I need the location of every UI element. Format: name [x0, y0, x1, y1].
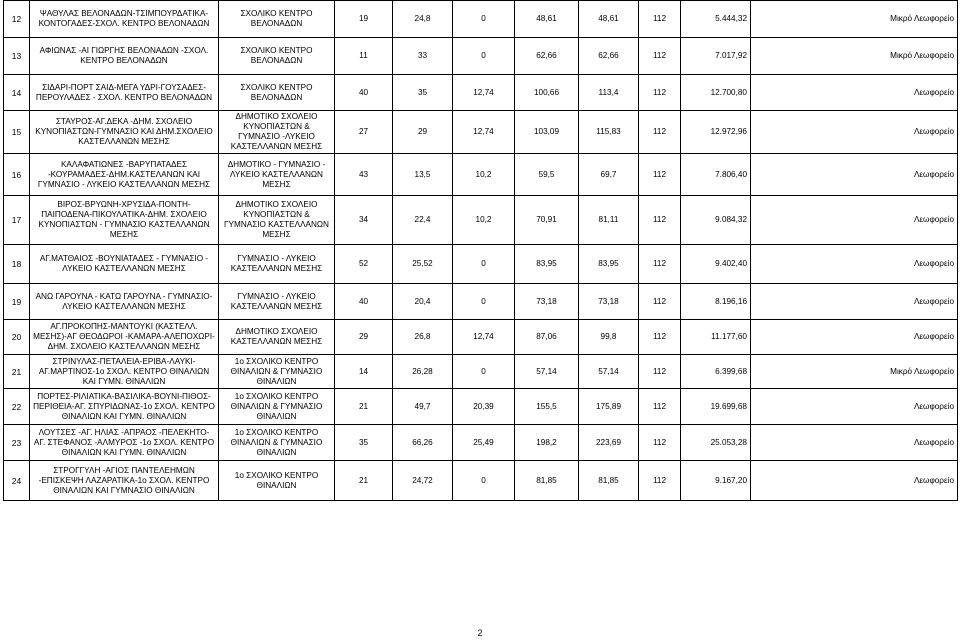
- cell-cost: 7.806,40: [681, 154, 751, 196]
- cell-days: 112: [639, 461, 681, 501]
- table-row: [4, 1, 958, 38]
- cell-km-3: 81,85: [515, 461, 579, 501]
- school-name: 1ο ΣΧΟΛΙΚΟ ΚΕΝΤΡΟ ΘΙΝΑΛΙΩΝ & ΓΥΜΝΑΣΙΟ ΘΙΝΑΛΙΩΝ: [219, 355, 335, 389]
- cell-km-2: 12,74: [453, 75, 515, 111]
- cell-km-3: 70,91: [515, 196, 579, 245]
- cell-km-total: 81,11: [579, 196, 639, 245]
- route-number: 19: [4, 284, 30, 320]
- route-description: ΑΓ.ΠΡΟΚΟΠΗΣ-ΜΑΝΤΟΥΚΙ (ΚΑΣΤΕΛΛ. ΜΕΣΗΣ)-ΑΓ ΘΕΟΔΩΡΟΙ -ΚΑΜΑΡΑ-ΑΛΕΠΟΧΩΡΙ-ΔΗΜ. ΣΧΟΛΕΙΟ ΚΑΣΤΕΛΛΑΝΩΝ ΜΕΣΗΣ: [30, 320, 219, 355]
- cell-vehicle: Λεωφορείο: [751, 461, 958, 501]
- cell-km-3: 83,95: [515, 245, 579, 284]
- cell-cost: 9.084,32: [681, 196, 751, 245]
- route-number: 15: [4, 111, 30, 154]
- cell-km-total: 73,18: [579, 284, 639, 320]
- cell-km-2: 12,74: [453, 320, 515, 355]
- cell-days: 112: [639, 75, 681, 111]
- route-number: 23: [4, 425, 30, 461]
- route-number: 18: [4, 245, 30, 284]
- cell-vehicle: Λεωφορείο: [751, 425, 958, 461]
- cell-vehicle: Λεωφορείο: [751, 154, 958, 196]
- cell-km-2: 10,2: [453, 196, 515, 245]
- route-description: ΑΓ.ΜΑΤΘΑΙΟΣ -ΒΟΥΝΙΑΤΑΔΕΣ - ΓΥΜΝΑΣΙΟ - ΛΥΚΕΙΟ ΚΑΣΤΕΛΛΑΝΩΝ ΜΕΣΗΣ: [30, 245, 219, 284]
- cell-km-3: 87,06: [515, 320, 579, 355]
- cell-km-1: 29: [393, 111, 453, 154]
- cell-km-total: 223,69: [579, 425, 639, 461]
- school-name: ΔΗΜΟΤΙΚΟ ΣΧΟΛΕΙΟ ΚΥΝΟΠΙΑΣΤΩΝ & ΓΥΜΝΑΣΙΟ -ΛΥΚΕΙΟ ΚΑΣΤΕΛΛΑΝΩΝ ΜΕΣΗΣ: [219, 111, 335, 154]
- cell-km-1: 20,4: [393, 284, 453, 320]
- table-row: [4, 38, 958, 75]
- school-name: 1ο ΣΧΟΛΙΚΟ ΚΕΝΤΡΟ ΘΙΝΑΛΙΩΝ: [219, 461, 335, 501]
- cell-days: 112: [639, 38, 681, 75]
- cell-km-1: 25,52: [393, 245, 453, 284]
- page-number: 2: [477, 628, 483, 638]
- school-name: ΣΧΟΛΙΚΟ ΚΕΝΤΡΟ ΒΕΛΟΝΑΔΩΝ: [219, 1, 335, 38]
- cell-km-2: 0: [453, 38, 515, 75]
- cell-km-2: 0: [453, 245, 515, 284]
- table-row: [4, 389, 958, 425]
- table-row: [4, 461, 958, 501]
- route-description: ΨΑΘΥΛΑΣ ΒΕΛΟΝΑΔΩΝ-ΤΣΙΜΠΟΥΡΔΑΤΙΚΑ-ΚΟΝΤΟΓΑΔΕΣ-ΣΧΟΛ. ΚΕΝΤΡΟ ΒΕΛΟΝΑΔΩΝ: [30, 1, 219, 38]
- cell-km-total: 175,89: [579, 389, 639, 425]
- cell-km-3: 100,66: [515, 75, 579, 111]
- cell-km-2: 0: [453, 355, 515, 389]
- table-row: [4, 355, 958, 389]
- cell-km-1: 35: [393, 75, 453, 111]
- cell-vehicle: Λεωφορείο: [751, 389, 958, 425]
- cell-km-1: 24,72: [393, 461, 453, 501]
- school-name: ΣΧΟΛΙΚΟ ΚΕΝΤΡΟ ΒΕΛΟΝΑΔΩΝ: [219, 38, 335, 75]
- table-row: [4, 154, 958, 196]
- cell-cost: 8.196,16: [681, 284, 751, 320]
- cell-vehicle: Λεωφορείο: [751, 75, 958, 111]
- cell-students: 21: [335, 389, 393, 425]
- school-name: ΓΥΜΝΑΣΙΟ - ΛΥΚΕΙΟ ΚΑΣΤΕΛΛΑΝΩΝ ΜΕΣΗΣ: [219, 245, 335, 284]
- cell-km-2: 12,74: [453, 111, 515, 154]
- cell-km-total: 113,4: [579, 75, 639, 111]
- route-description: ΚΑΛΑΦΑΤΙΩΝΕΣ -ΒΑΡΥΠΑΤΑΔΕΣ -ΚΟΥΡΑΜΑΔΕΣ-ΔΗΜ.ΚΑΣΤΕΛΑΝΩΝ ΚΑΙ ΓΥΜΝΑΣΙΟ - ΛΥΚΕΙΟ ΚΑΣΤΕΛΛΑΝΩΝ ΜΕΣΗΣ: [30, 154, 219, 196]
- cell-km-3: 155,5: [515, 389, 579, 425]
- table-row: [4, 196, 958, 245]
- cell-km-1: 49,7: [393, 389, 453, 425]
- cell-km-2: 0: [453, 284, 515, 320]
- cell-km-3: 59,5: [515, 154, 579, 196]
- route-description: ΒΙΡΟΣ-ΒΡΥΩΝΗ-ΧΡΥΣΙΔΑ-ΠΟΝΤΗ-ΠΑΙΠΟΔΕΝΑ-ΠΙΚΟΥΛΑΤΙΚΑ-ΔΗΜ. ΣΧΟΛΕΙΟ ΚΥΝΟΠΙΑΣΤΩΝ - ΓΥΜΝΑΣΙΟ ΚΑΣΤΕΛΛΑΝΩΝ ΜΕΣΗΣ: [30, 196, 219, 245]
- cell-cost: 11.177,60: [681, 320, 751, 355]
- cell-km-3: 57,14: [515, 355, 579, 389]
- cell-days: 112: [639, 1, 681, 38]
- table-row: [4, 245, 958, 284]
- cell-km-total: 57,14: [579, 355, 639, 389]
- route-number: 14: [4, 75, 30, 111]
- cell-km-1: 24,8: [393, 1, 453, 38]
- routes-table-body: [4, 1, 958, 501]
- cell-students: 40: [335, 75, 393, 111]
- cell-km-1: 33: [393, 38, 453, 75]
- route-number: 13: [4, 38, 30, 75]
- cell-students: 35: [335, 425, 393, 461]
- cell-students: 34: [335, 196, 393, 245]
- route-number: 17: [4, 196, 30, 245]
- cell-cost: 5.444,32: [681, 1, 751, 38]
- cell-km-total: 69,7: [579, 154, 639, 196]
- cell-days: 112: [639, 320, 681, 355]
- cell-km-1: 66,26: [393, 425, 453, 461]
- cell-vehicle: Μικρό Λεωφορείο: [751, 355, 958, 389]
- cell-cost: 12.700,80: [681, 75, 751, 111]
- cell-km-1: 26,28: [393, 355, 453, 389]
- school-name: 1ο ΣΧΟΛΙΚΟ ΚΕΝΤΡΟ ΘΙΝΑΛΙΩΝ & ΓΥΜΝΑΣΙΟ ΘΙΝΑΛΙΩΝ: [219, 425, 335, 461]
- cell-vehicle: Λεωφορείο: [751, 111, 958, 154]
- cell-students: 43: [335, 154, 393, 196]
- cell-km-3: 48,61: [515, 1, 579, 38]
- cell-km-2: 0: [453, 1, 515, 38]
- cell-km-3: 62,66: [515, 38, 579, 75]
- school-name: 1ο ΣΧΟΛΙΚΟ ΚΕΝΤΡΟ ΘΙΝΑΛΙΩΝ & ΓΥΜΝΑΣΙΟ ΘΙΝΑΛΙΩΝ: [219, 389, 335, 425]
- cell-km-3: 198,2: [515, 425, 579, 461]
- route-description: ΣΤΡΙΝΥΛΑΣ-ΠΕΤΑΛΕΙΑ-ΕΡΙΒΑ-ΛΑΥΚΙ-ΑΓ.ΜΑΡΤΙΝΟΣ-1ο ΣΧΟΛ. ΚΕΝΤΡΟ ΘΙΝΑΛΙΩΝ ΚΑΙ ΓΥΜΝ. ΘΙΝΑΛΙΩΝ: [30, 355, 219, 389]
- route-description: ΣΤΑΥΡΟΣ-ΑΓ.ΔΕΚΑ -ΔΗΜ. ΣΧΟΛΕΙΟ ΚΥΝΟΠΙΑΣΤΩΝ-ΓΥΜΝΑΣΙΟ ΚΑΙ ΔΗΜ.ΣΧΟΛΕΙΟ ΚΑΣΤΕΛΛΑΝΩΝ ΜΕΣΗΣ: [30, 111, 219, 154]
- cell-vehicle: Μικρό Λεωφορείο: [751, 1, 958, 38]
- cell-cost: 9.167,20: [681, 461, 751, 501]
- table-row: [4, 75, 958, 111]
- cell-students: 29: [335, 320, 393, 355]
- school-name: ΣΧΟΛΙΚΟ ΚΕΝΤΡΟ ΒΕΛΟΝΑΔΩΝ: [219, 75, 335, 111]
- cell-km-total: 62,66: [579, 38, 639, 75]
- routes-table: [3, 0, 958, 501]
- school-name: ΔΗΜΟΤΙΚΟ ΣΧΟΛΕΙΟ ΚΥΝΟΠΙΑΣΤΩΝ & ΓΥΜΝΑΣΙΟ ΚΑΣΤΕΛΛΑΝΩΝ ΜΕΣΗΣ: [219, 196, 335, 245]
- cell-km-2: 0: [453, 461, 515, 501]
- school-name: ΓΥΜΝΑΣΙΟ - ΛΥΚΕΙΟ ΚΑΣΤΕΛΛΑΝΩΝ ΜΕΣΗΣ: [219, 284, 335, 320]
- cell-students: 19: [335, 1, 393, 38]
- cell-students: 14: [335, 355, 393, 389]
- cell-days: 112: [639, 284, 681, 320]
- route-number: 20: [4, 320, 30, 355]
- cell-km-total: 48,61: [579, 1, 639, 38]
- route-number: 21: [4, 355, 30, 389]
- route-number: 22: [4, 389, 30, 425]
- cell-days: 112: [639, 245, 681, 284]
- cell-km-total: 83,95: [579, 245, 639, 284]
- cell-cost: 7.017,92: [681, 38, 751, 75]
- route-description: ΑΦΙΩΝΑΣ -ΑΙ ΓΙΩΡΓΗΣ ΒΕΛΟΝΑΔΩΝ -ΣΧΟΛ. ΚΕΝΤΡΟ ΒΕΛΟΝΑΔΩΝ: [30, 38, 219, 75]
- cell-days: 112: [639, 196, 681, 245]
- cell-km-2: 25,49: [453, 425, 515, 461]
- cell-km-total: 99,8: [579, 320, 639, 355]
- cell-cost: 19.699,68: [681, 389, 751, 425]
- cell-students: 40: [335, 284, 393, 320]
- school-name: ΔΗΜΟΤΙΚΟ - ΓΥΜΝΑΣΙΟ - ΛΥΚΕΙΟ ΚΑΣΤΕΛΛΑΝΩΝ ΜΕΣΗΣ: [219, 154, 335, 196]
- cell-days: 112: [639, 111, 681, 154]
- route-description: ΑΝΩ ΓΑΡΟΥΝΑ - ΚΑΤΩ ΓΑΡΟΥΝΑ - ΓΥΜΝΑΣΙΟ-ΛΥΚΕΙΟ ΚΑΣΤΕΛΛΑΝΩΝ ΜΕΣΗΣ: [30, 284, 219, 320]
- cell-cost: 12.972,96: [681, 111, 751, 154]
- route-number: 16: [4, 154, 30, 196]
- table-row: [4, 284, 958, 320]
- cell-km-1: 13,5: [393, 154, 453, 196]
- cell-vehicle: Λεωφορείο: [751, 284, 958, 320]
- cell-students: 27: [335, 111, 393, 154]
- cell-vehicle: Λεωφορείο: [751, 320, 958, 355]
- cell-cost: 6.399,68: [681, 355, 751, 389]
- cell-cost: 25.053,28: [681, 425, 751, 461]
- route-description: ΛΟΥΤΣΕΣ -ΑΓ. ΗΛΙΑΣ -ΑΠΡΑΟΣ -ΠΕΛΕΚΗΤΟ-ΑΓ. ΣΤΕΦΑΝΟΣ -ΑΛΜΥΡΟΣ -1ο ΣΧΟΛ. ΚΕΝΤΡΟ ΘΙΝΑΛΙΩΝ ΚΑΙ ΓΥΜΝ. ΘΙΝΑΛΙΩΝ: [30, 425, 219, 461]
- cell-students: 52: [335, 245, 393, 284]
- cell-days: 112: [639, 154, 681, 196]
- route-description: ΣΤΡΟΓΓΥΛΗ -ΑΓΙΟΣ ΠΑΝΤΕΛΕΗΜΩΝ -ΕΠΙΣΚΕΨΗ ΛΑΖΑΡΑΤΙΚΑ-1ο ΣΧΟΛ. ΚΕΝΤΡΟ ΘΙΝΑΛΙΩΝ ΚΑΙ ΓΥΜΝΑΣΙΟ ΘΙΝΑΛΙΩΝ: [30, 461, 219, 501]
- cell-km-2: 20,39: [453, 389, 515, 425]
- route-number: 12: [4, 1, 30, 38]
- cell-students: 11: [335, 38, 393, 75]
- cell-km-3: 103,09: [515, 111, 579, 154]
- cell-vehicle: Λεωφορείο: [751, 196, 958, 245]
- cell-vehicle: Λεωφορείο: [751, 245, 958, 284]
- table-row: [4, 320, 958, 355]
- cell-cost: 9.402,40: [681, 245, 751, 284]
- cell-km-1: 26,8: [393, 320, 453, 355]
- cell-days: 112: [639, 425, 681, 461]
- route-number: 24: [4, 461, 30, 501]
- route-description: ΠΟΡΤΕΣ-ΡΙΛΙΑΤΙΚΑ-ΒΑΣΙΛΙΚΑ-ΒΟΥΝΙ-ΠΙΘΟΣ-ΠΕΡΙΘΕΙΑ-ΑΓ. ΣΠΥΡΙΔΩΝΑΣ-1ο ΣΧΟΛ. ΚΕΝΤΡΟ ΘΙΝΑΛΙΩΝ ΚΑΙ ΓΥΜΝ. ΘΙΝΑΛΙΩΝ: [30, 389, 219, 425]
- cell-days: 112: [639, 389, 681, 425]
- cell-vehicle: Μικρό Λεωφορείο: [751, 38, 958, 75]
- cell-km-total: 115,83: [579, 111, 639, 154]
- route-description: ΣΙΔΑΡΙ-ΠΟΡΤ ΣΑΙΔ-ΜΕΓΑ ΥΔΡΙ-ΓΟΥΣΑΔΕΣ-ΠΕΡΟΥΛΑΔΕΣ - ΣΧΟΛ. ΚΕΝΤΡΟ ΒΕΛΟΝΑΔΩΝ: [30, 75, 219, 111]
- school-name: ΔΗΜΟΤΙΚΟ ΣΧΟΛΕΙΟ ΚΑΣΤΕΛΛΑΝΩΝ ΜΕΣΗΣ: [219, 320, 335, 355]
- cell-students: 21: [335, 461, 393, 501]
- cell-days: 112: [639, 355, 681, 389]
- table-row: [4, 111, 958, 154]
- cell-km-1: 22,4: [393, 196, 453, 245]
- table-row: [4, 425, 958, 461]
- cell-km-2: 10,2: [453, 154, 515, 196]
- cell-km-total: 81,85: [579, 461, 639, 501]
- cell-km-3: 73,18: [515, 284, 579, 320]
